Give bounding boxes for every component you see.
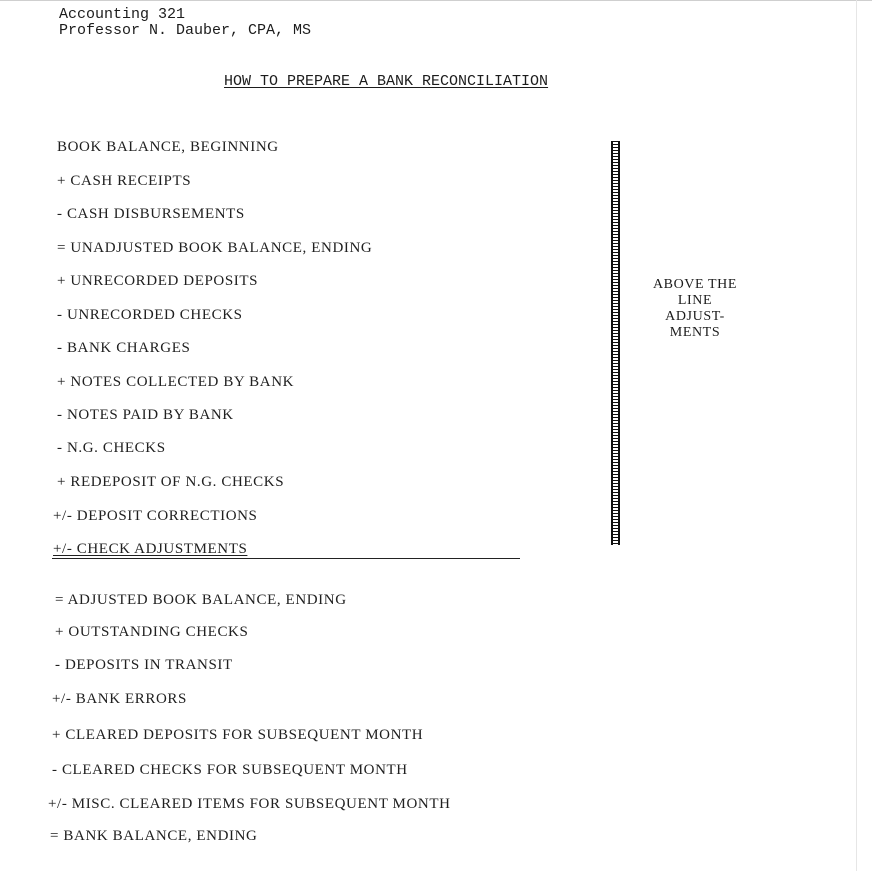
side-note-line-4: MENTS	[669, 325, 721, 340]
line-notes-collected: + NOTES COLLECTED BY BANK	[57, 374, 295, 390]
line-bank-charges: - BANK CHARGES	[57, 340, 191, 356]
line-unrecorded-checks: - UNRECORDED CHECKS	[57, 307, 243, 323]
line-unadjusted-book-balance: = UNADJUSTED BOOK BALANCE, ENDING	[57, 240, 373, 256]
side-note-line-2: LINE	[677, 293, 713, 308]
line-cleared-deposits: + CLEARED DEPOSITS FOR SUBSEQUENT MONTH	[52, 727, 424, 743]
line-ng-checks: - N.G. CHECKS	[57, 440, 166, 456]
line-cash-disbursements: - CASH DISBURSEMENTS	[57, 206, 245, 222]
document-title: HOW TO PREPARE A BANK RECONCILIATION	[224, 73, 549, 90]
line-adjusted-book-balance: = ADJUSTED BOOK BALANCE, ENDING	[55, 592, 347, 608]
line-unrecorded-deposits: + UNRECORDED DEPOSITS	[57, 273, 259, 289]
course-name: Accounting 321	[59, 6, 186, 23]
section-divider-rule	[52, 558, 520, 559]
line-cash-receipts: + CASH RECEIPTS	[57, 173, 192, 189]
line-notes-paid: - NOTES PAID BY BANK	[57, 407, 234, 423]
professor-name: Professor N. Dauber, CPA, MS	[59, 22, 312, 39]
line-misc-cleared-items: +/- MISC. CLEARED ITEMS FOR SUBSEQUENT MONTH	[48, 796, 451, 812]
line-bank-balance-ending: = BANK BALANCE, ENDING	[50, 828, 258, 844]
document-header	[59, 7, 311, 39]
line-book-balance-beginning: BOOK BALANCE, BEGINNING	[57, 139, 279, 155]
side-note-line-1: ABOVE THE	[652, 277, 738, 292]
line-cleared-checks: - CLEARED CHECKS FOR SUBSEQUENT MONTH	[52, 762, 408, 778]
line-redeposit-ng-checks: + REDEPOSIT OF N.G. CHECKS	[57, 474, 285, 490]
above-the-line-note	[640, 277, 750, 341]
side-note-line-3: ADJUST-	[665, 309, 725, 324]
adjustments-bracket	[611, 141, 620, 545]
line-outstanding-checks: + OUTSTANDING CHECKS	[55, 624, 249, 640]
page-top-border	[0, 0, 872, 1]
line-check-adjustments: +/- CHECK ADJUSTMENTS	[53, 541, 248, 557]
line-bank-errors: +/- BANK ERRORS	[52, 691, 187, 707]
page-right-border	[856, 0, 857, 871]
line-deposits-in-transit: - DEPOSITS IN TRANSIT	[55, 657, 233, 673]
line-deposit-corrections: +/- DEPOSIT CORRECTIONS	[53, 508, 258, 524]
